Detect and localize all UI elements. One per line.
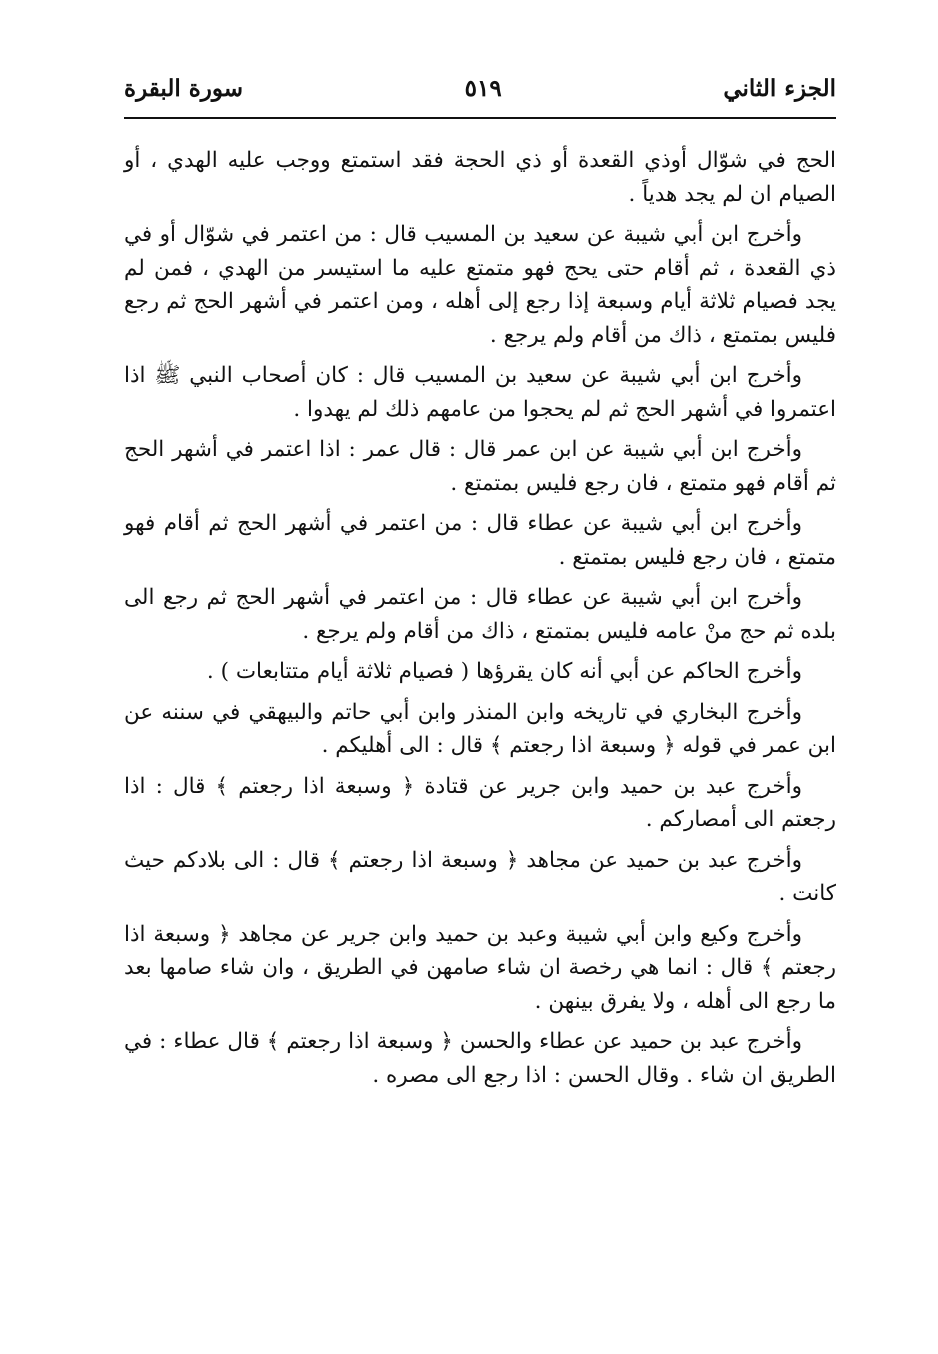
page-header bbox=[124, 66, 836, 110]
paragraph: وأخرج ابن أبي شيبة عن سعيد بن المسيب قال : كان أصحاب النبي ﷺ اذا اعتمروا في أشهر الحج ثم لم يحجوا من عامهم ذلك لم يهدوا . bbox=[124, 363, 836, 422]
paragraph: وأخرج ابن أبي شيبة عن سعيد بن المسيب قال : من اعتمر في شوّال أو في ذي القعدة ، ثم أقام حتى يحج فهو متمتع عليه ما استيسر من الهدي ، فمن لم يجد فصيام ثلاثة أيام وسبعة إذا رجع إلى أهله ، ومن اعتمر في أشهر الحج ثم رجع فليس بمتمتع ، ذاك من أقام ولم يرجع . bbox=[124, 222, 836, 348]
paragraph: وأخرج البخاري في تاريخه وابن المنذر وابن أبي حاتم والبيهقي في سننه عن ابن عمر في قوله ﴿ وسبعة اذا رجعتم ﴾ قال : الى أهليكم . bbox=[124, 699, 836, 758]
paragraph: وأخرج ابن أبي شيبة عن ابن عمر قال : قال عمر : اذا اعتمر في أشهر الحج ثم أقام فهو متمتع ، فان رجع فليس بمتمتع . bbox=[124, 437, 836, 496]
paragraph: وأخرج عبد بن حميد عن مجاهد ﴿ وسبعة اذا رجعتم ﴾ قال : الى بلادكم حيث كانت . bbox=[124, 847, 836, 906]
header-divider bbox=[124, 117, 836, 119]
paragraph: وأخرج الحاكم عن أبي أنه كان يقرؤها ( فصيام ثلاثة أيام متتابعات ) . bbox=[206, 659, 802, 684]
juz-title: الجزء الثاني bbox=[723, 74, 836, 102]
surah-title: سورة البقرة bbox=[124, 74, 244, 102]
paragraph: وأخرج وكيع وابن أبي شيبة وعبد بن حميد وابن جرير عن مجاهد ﴿ وسبعة اذا رجعتم ﴾ قال : انما هي رخصة ان شاء صامهن في الطريق ، وان شاء صامها بعد ما رجع الى أهله ، ولا يفرق بينهن . bbox=[124, 921, 836, 1014]
paragraph: وأخرج عبد بن حميد عن عطاء والحسن ﴿ وسبعة اذا رجعتم ﴾ قال عطاء : في الطريق ان شاء . وقال الحسن : اذا رجع الى مصره . bbox=[124, 1029, 836, 1088]
page-number: ٥١٩ bbox=[464, 74, 502, 102]
page-body bbox=[124, 144, 836, 1099]
paragraph: وأخرج عبد بن حميد وابن جرير عن قتادة ﴿ وسبعة اذا رجعتم ﴾ قال : اذا رجعتم الى أمصاركم . bbox=[124, 773, 836, 832]
paragraph: الحج في شوّال أوذي القعدة أو ذي الحجة فقد استمتع ووجب عليه الهدي ، أو الصيام ان لم يجد هدياً . bbox=[124, 148, 836, 207]
paragraph: وأخرج ابن أبي شيبة عن عطاء قال : من اعتمر في أشهر الحج ثم أقام فهو متمتع ، فان رجع فليس بمتمتع . bbox=[124, 511, 836, 570]
paragraph: وأخرج ابن أبي شيبة عن عطاء قال : من اعتمر في أشهر الحج ثم رجع الى بلده ثم حج منْ عامه فليس بمتمتع ، ذاك من أقام ولم يرجع . bbox=[124, 585, 836, 644]
